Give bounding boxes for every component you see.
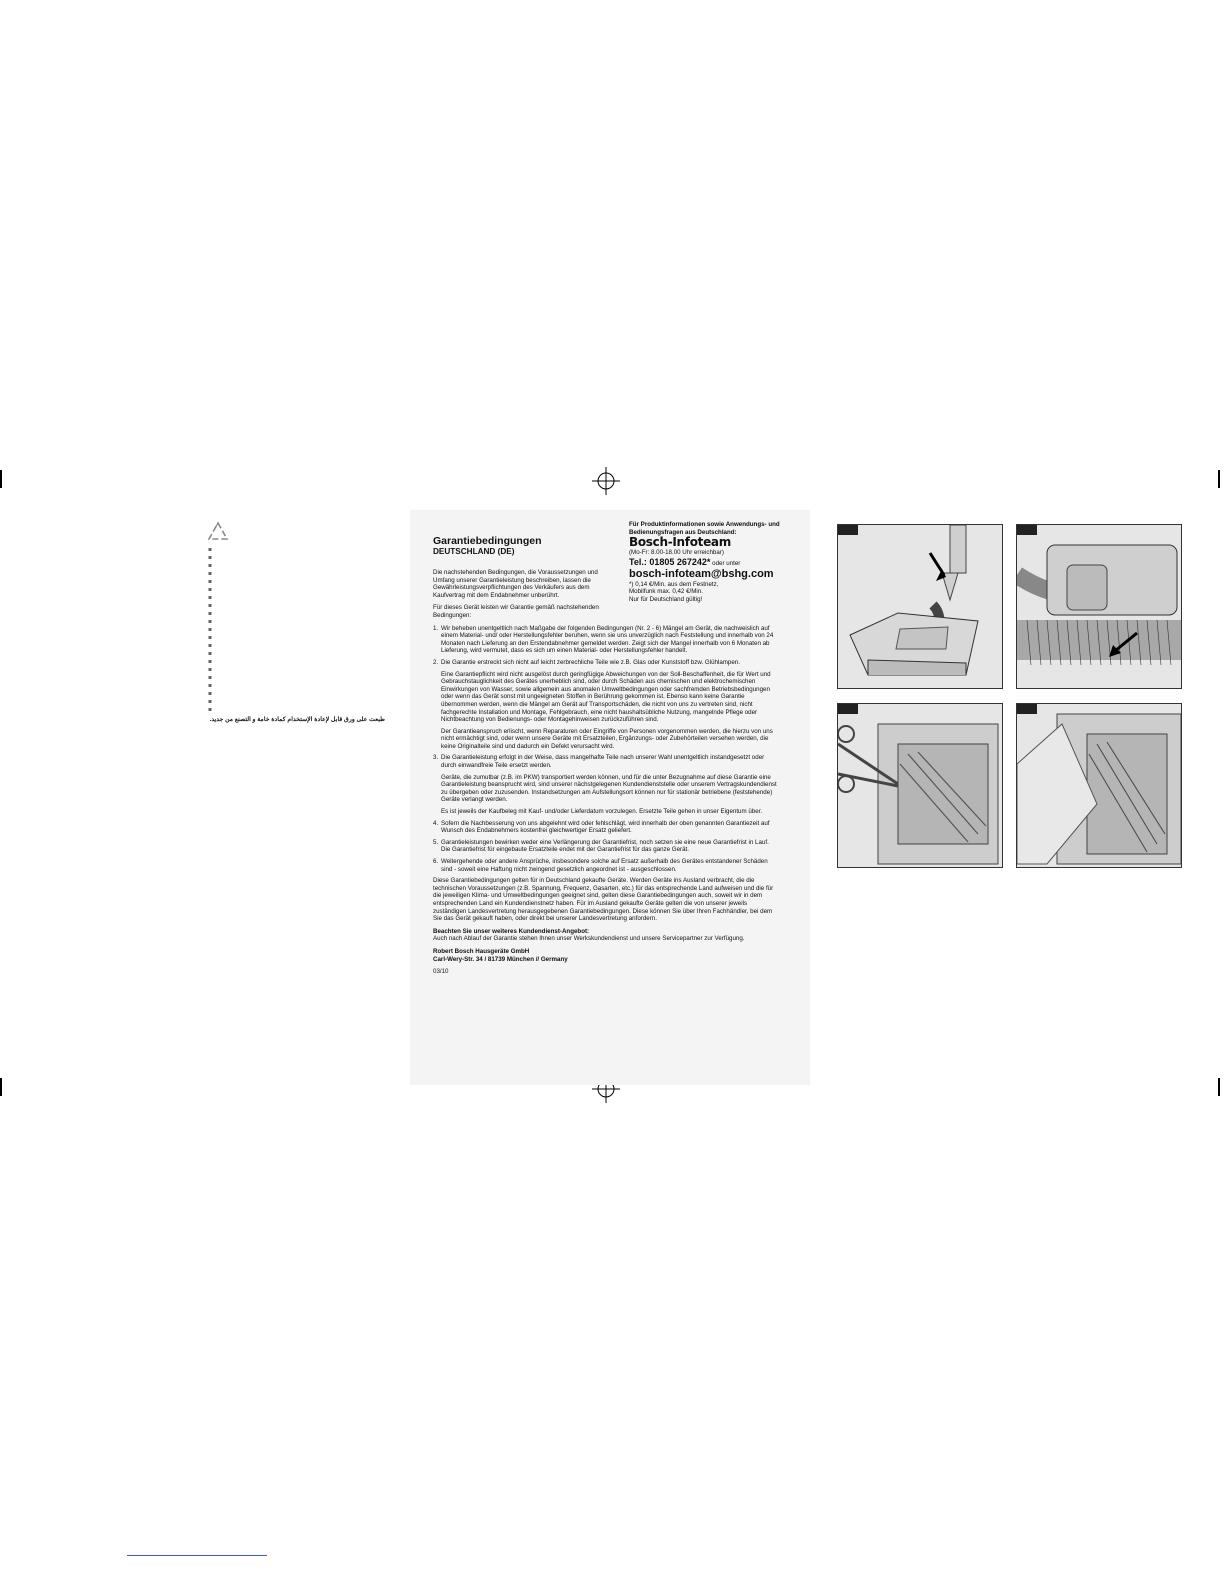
figure-number-tag [838,525,858,535]
list-item-text: Garantieleistungen bewirken weder eine Verlängerung der Garantiefrist, noch setzen sie eine neue Garantiefrist in Lauf. Die Garantiefrist für eingebaute Ersatzteile endet mit der Garantiefrist für das ganze Gerät. [441,838,769,854]
figure-remove-brush [1016,703,1182,868]
list-item-text: Die Garantieleistung erfolgt in der Weise, dass mangelhafte Teile nach unserer Wahl unentgeltlich instandgesetzt oder durch einwandfreie Teile ersetzt werden. [441,754,765,770]
infoteam-note-3: Nur für Deutschland gültig! [629,595,703,603]
crop-mark-right-top [1218,470,1220,488]
crop-mark-left-top [0,470,2,488]
figure-number-tag [838,704,858,714]
closing-paragraph: Diese Garantiebedingungen gelten für in Deutschland gekaufte Geräte. Werden Geräte ins Ausland verbracht, die die technischen Voraussetzungen (z.B. Spannung, Frequenz, Gasarten, etc.) für das entsprechende Land aufweisen und die für die jeweiligen Klima- und Umweltbedingungen geeignet sind, gelten diese Garantiebedingungen auch, soweit wir in dem entsprechenden Land ein Kundendienstnetz haben. Für im Ausland gekaufte Geräte gelten die von unserer jeweils zuständigen Landesvertretung herausgegebenen Garantiebedingungen. Diese können Sie über Ihren Fachhändler, bei dem Sie das Gerät gekauft haben, oder direkt bei unserer Landesvertretung anfordern. [433,877,774,923]
list-item-text: Weitergehende oder andere Ansprüche, insbesondere solche auf Ersatz außerhalb des Gerätes entstandener Schäden sind - soweit eine Haftung nicht zwingend gesetzlich angeordnet ist - ausgeschlossen. [441,858,768,873]
list-item-3-para-3: Es ist jeweils der Kaufbeleg mit Kauf- und/oder Lieferdatum vorzulegen. Ersetzte Teile gehen in unser Eigentum über. [441,808,763,816]
infoteam-brand: Bosch-Infoteam [629,535,731,550]
registration-mark-top-icon [592,467,620,495]
dotted-divider [208,548,212,713]
list-item-2-para-3: Der Garantieanspruch erlischt, wenn Reparaturen oder Eingriffe von Personen vorgenommen werden, die hierzu von uns nicht ermächtigt sind, oder wenn unsere Geräte mit Ersatzteilen, Ergänzungs- oder Zubehörteilen versehen werden, die keine Originalteile sind und dadurch ein Defekt verursacht wird. [441,727,773,750]
list-item-text: Sofern die Nachbesserung von uns abgelehnt wird oder fehlschlägt, wird innerhalb der oben genannten Garantiezeit auf Wunsch des Endabnehmers kostenfrei gleichwertiger Ersatz geliefert. [441,819,770,835]
figure-brush-strip [1016,524,1182,689]
page-subtitle: DEUTSCHLAND (DE) [433,547,515,556]
crop-mark-right-bottom [1218,1078,1220,1096]
infoteam-email: bosch-infoteam@bshg.com [629,567,774,580]
company-address: Carl-Wery-Str. 34 / 81739 München // Germany [433,955,568,963]
infoteam-hours: (Mo-Fr: 8.00-18.00 Uhr erreichbar) [629,549,724,557]
service-heading: Beachten Sie unser weiteres Kundendienst-Angebot: [433,927,590,935]
list-item-text: Die Garantie erstreckt sich nicht auf leicht zerbrechliche Teile wie z.B. Glas oder Kunststoff bzw. Glühlampen. [441,658,740,666]
figure-cut-hair [837,703,1003,868]
page-title: Garantiebedingungen [433,535,542,547]
figure-number-tag [1017,525,1037,535]
intro-paragraph-2: Für dieses Gerät leisten wir Garantie gemäß nachstehenden Bedingungen: [433,604,599,619]
list-item-1: 1. Wir beheben unentgeltlich nach Maßgabe der folgenden Bedingungen (Nr. 2 - 6) Mängel am Gerät, die nachweislich auf einem Material- und/ oder Herstellungsfehler beruhen, wenn sie uns unverzüglich nach Feststellung und innerhalb von 24 Monaten nach Lieferung an den Erstendabnehmer gemeldet werden. Zeigt sich der Mangel innerhalb von 6 Monaten ab Lieferung, wird vermutet, dass es sich um einen Material- oder Herstellungsfehler handelt. [433,624,774,655]
infoteam-heading: Für Produktinformationen sowie Anwendungs- und Bedienungsfragen aus Deutschland: [629,521,780,536]
list-item-text: Wir beheben unentgeltlich nach Maßgabe der folgenden Bedingungen (Nr. 2 - 6) Mängel am Gerät, die nachweislich auf einem Material- und/ oder Herstellungsfehler beruhen, wenn sie uns unverzüglich nach Feststellung und innerhalb von 24 Monaten nach Lieferung an den Erstendabnehmer gemeldet werden. Zeigt sich der Mangel innerhalb von 6 Monaten ab Lieferung, wird vermutet, dass es sich um einen Material- oder Herstellungsfehler handelt. [441,624,774,655]
infoteam-note-2: Mobilfunk max. 0,42 €/Min. [629,588,703,596]
list-item-5: 5. Garantieleistungen bewirken weder eine Verlängerung der Garantiefrist, noch setzen sie eine neue Garantiefrist in Lauf. Die Garantiefrist für eingebaute Ersatzteile endet mit der Garantiefrist für das ganze Gerät. [433,838,769,854]
document-date: 03/10 [433,968,449,976]
service-text: Auch nach Ablauf der Garantie stehen Ihnen unser Werkskundendienst und unsere Servicepartner zur Verfügung. [433,935,745,943]
infoteam-tel: Tel.: 01805 267242* [629,556,711,567]
intro-paragraph-1: Die nachstehenden Bedingungen, die Voraussetzungen und Umfang unserer Garantieleistung beschreiben, lassen die Gewährleistungsverpflichtungen des Verkäufers aus dem Kaufvertrag mit dem Endabnehmer unberührt. [433,569,598,599]
infoteam-or: oder unter [712,559,741,567]
list-item-3-para-2: Geräte, die zumutbar (z.B. im PKW) transportiert werden können, und für die unter Bezugnahme auf diese Garantie eine Garantieleistung beansprucht wird, sind unserer nächstgelegenen Kundendienststelle oder unserem Vertragskundendienst zu übergeben oder zuzusenden. Instandsetzungen am Aufstellungsort können nur für stationär betriebene (feststehende) Geräte verlangt werden. [441,773,777,804]
infoteam-note-1: *) 0,14 €/Min. aus dem Festnetz, [629,580,719,588]
figure-attach-nozzle [837,524,1003,689]
warranty-text [433,525,778,976]
list-item-2-para-2: Eine Garantiepflicht wird nicht ausgelöst durch geringfügige Abweichungen von der Soll-Beschaffenheit, die für Wert und Gebrauchstauglichkeit des Gerätes unerheblich sind, oder durch Schäden aus chemischen und elektrochemischen Einwirkungen von Wasser, sowie allgemein aus anomalen Umweltbedingungen oder sachfremden Betriebsbedingungen oder wenn das Gerät sonst mit ungeeigneten Stoffen in Berührung gekommen ist. Ebenso kann keine Garantie übernommen werden, wenn die Mängel am Gerät auf Transportschäden, die nicht von uns zu vertreten sind, nicht fachgerechte Installation und Montage, Fehlgebrauch, eine nicht haushaltsübliche Nutzung, mangelnde Pflege oder Nichtbeachtung von Bedienungs- oder Montagehinweisen zurückzuführen sind. [441,670,771,724]
list-item-3: 3. Die Garantieleistung erfolgt in der Weise, dass mangelhafte Teile nach unserer Wahl unentgeltlich instandgesetzt oder durch einwandfreie Teile ersetzt werden. [433,754,765,770]
crop-mark-left-bottom [0,1078,2,1096]
recycle-icon [206,521,230,543]
recycle-note: طبعت على ورق قابل لإعادة الإستخدام كمادة خامة و التصنع من جديد. [209,716,385,723]
list-item-6: 6. Weitergehende oder andere Ansprüche, insbesondere solche auf Ersatz außerhalb des Gerätes entstandener Schäden sind - soweit eine Haftung nicht zwingend gesetzlich angeordnet ist - ausgeschlossen. [433,858,768,873]
list-item-4: 4. Sofern die Nachbesserung von uns abgelehnt wird oder fehlschlägt, wird innerhalb der oben genannten Garantiezeit auf Wunsch des Endabnehmers kostenfrei gleichwertiger Ersatz geliefert. [433,819,770,835]
company-name: Robert Bosch Hausgeräte GmbH [433,947,530,955]
figure-number-tag [1017,704,1037,714]
footer-underline [127,1555,267,1556]
list-item-2: 2. Die Garantie erstreckt sich nicht auf leicht zerbrechliche Teile wie z.B. Glas oder Kunststoff bzw. Glühlampen. [433,658,740,666]
